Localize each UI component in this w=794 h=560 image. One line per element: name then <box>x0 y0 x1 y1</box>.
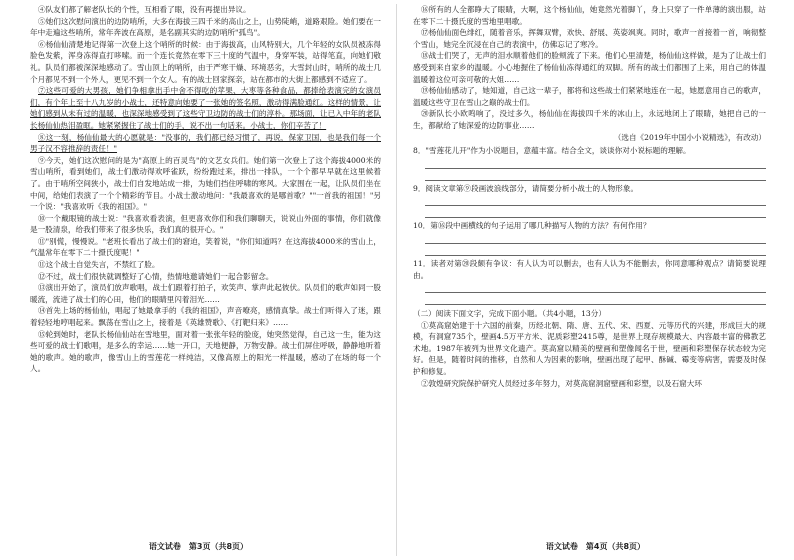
page-3-footer: 语文试卷 第3页（共8页） <box>148 542 249 551</box>
answer-line[interactable] <box>425 255 766 256</box>
page-3-text-column <box>30 4 381 518</box>
story-paragraph: ⑥杨仙仙清楚地记得第一次登上这个哨所的时候：由于海拔高，山风特别大，几个年轻的女队员被冻得脸色发紫，浑身冻得直打哆嗦。而一个连长竟然在零下三十度的气温中，身穿军装，站得笔直，向她们敬礼。队员们都被深深地感动了。雪山顶上的哨所，由于严寒干燥、环境恶劣，大雪封山时，哨所的战士几个月都见不到一个外人，更见不到一个女人。有的战士回家探亲，站在都市的大街上都感到不适应了。 <box>30 39 381 84</box>
page-4-footer: 语文试卷 第4页（共8页） <box>545 542 646 551</box>
story-paragraph: ⑧这一刻，杨仙仙最大的心愿就是："没事的，我们都已经习惯了，再说，保家卫国，也是我们每一个男子汉不容推辞的责任！" <box>30 132 381 154</box>
story-paragraph: ⑦这些可爱的大男孩，她们争相拿出手中舍不得吃的苹果、大枣等各种食品，都捧给表演完的女演员们，有个年上至十八九岁的小战士，还特意向她要了一张她的签名照，激动得满脸通红。这样的情景，让她们感到从未有过的温暖，也深深地感受到了这些守卫边防的战士们的淳朴。那场面，让已入中年的老队长杨仙仙热泪盈眶。她紧紧握住了战士们的手，说不出一句话来。小战士，你们辛苦了！ <box>30 86 381 130</box>
story-paragraph: ⑨今天，她们这次慰问的是为"高原上的百灵鸟"的文艺女兵们。她们第一次登上了这个海拔4000米的雪山哨所，看到她们，战士们激动得欢呼雀跃，纷纷跑过来，排出一排队，一个个都早早就在这里候着了。由于哨所空间狭小，战士们自发地站成一排，为她们挡住呼啸的寒风。大家围在一起，让队员们坐在中间，给她们表演了一个个精彩的节目。小战士激动地问："我最喜欢的是哪首歌？""一首我的祖国！"另一个说："我喜欢听《我的祖国》。" <box>30 155 381 212</box>
reading-paragraph: ①莫高窟始建于十六国的前秦，历经北朝、隋、唐、五代、宋、西夏、元等历代的兴建，形成巨大的规模，有洞窟735个，壁画4.5万平方米、泥质彩塑2415尊，是世界上现存规模最大、内容最丰富的佛教艺术地。1987年被列为世界文化遗产。莫高窟以精美的壁画和塑像闻名于世，壁画和彩塑保存状态较为完好。但是，随着时间的推移，自然和人为因素的影响，壁画出现了起甲、酥碱、霉变等病害，需要及时保护和修复。 <box>413 320 766 377</box>
answer-line[interactable] <box>425 180 766 181</box>
answer-line[interactable] <box>425 168 766 169</box>
page-4-text-column <box>413 4 766 518</box>
story-paragraph: ⑩一个戴眼镜的战士说："我喜欢看表演，但更喜欢你们和我们聊聊天，说说山外面的事情，你们就像是一股清泉，给我们带来了很多快乐，我们真的很开心。" <box>30 213 381 235</box>
story-paragraph: ⑫不过，战士们很快就调整好了心情，热情地邀请她们一起合影留念。 <box>38 271 274 281</box>
story-paragraph: ⑤她们这次慰问演出的边防哨所，大多在海拔三四千米的高山之上，山势陡峭，道路艰险。她们要在一年中走遍这些哨所，常年奔波在高原，是名副其实的边防哨所"孤鸟"。 <box>30 16 381 38</box>
answer-line[interactable] <box>425 304 766 305</box>
answer-line[interactable] <box>425 205 766 206</box>
story-paragraph: ⑬演出开始了，演员们放声歌唱，战士们跟着打拍子，欢笑声、掌声此起彼伏。队员们的歌声如同一股暖流，流进了战士们的心田，他们的眼睛里闪着泪光…… <box>30 283 381 304</box>
story-paragraph: ⑯所有的人全都睁大了眼睛，大啊，这个杨仙仙，她竟然光着脚丫，身上只穿了一件单薄的演出服，站在零下二十摄氏度的雪地里唱歌。 <box>413 5 766 26</box>
question-8: 8．"雪莲花儿开"作为小说题目，意蕴丰富。结合全文，谈谈你对小说标题的理解。 <box>413 146 691 156</box>
story-paragraph: ⑱战士们哭了，无声的泪水顺着他们的脸颊流了下来。他们心里清楚，杨仙仙这样做，是为了让战士们感受到来自家乡的温暖。小心地握住了杨仙仙冻得通红的双脚。所有的战士们都围了上来，用自己的体温温暖着这位可亲可敬的大姐…… <box>413 51 766 84</box>
story-paragraph: ⑲杨仙仙感动了，她知道，自己这一辈子，都将和这些战士们紧紧地连在一起，她愿意用自己的歌声，温暖这些守卫在雪山之巅的战士们。 <box>413 86 766 107</box>
question-11: 11．读者对第⑳段颇有争议：有人认为可以删去，也有人认为不能删去，你同意哪种观点？请简要说理由。 <box>413 258 766 280</box>
answer-line[interactable] <box>425 243 766 244</box>
section-title: （二）阅读下面文字，完成下面小题。（共4小题，13分） <box>413 309 606 319</box>
question-9: 9．阅读文章第⑨段画波浪线部分，请简要分析小战士的人物形象。 <box>413 183 639 193</box>
reading-paragraph: ②敦煌研究院保护研究人员经过多年努力，对莫高窟洞窟壁画和彩塑，以及石窟大环 <box>421 378 702 388</box>
story-paragraph: ⑪"别慌，慢慢说。"老班长看出了战士们的窘迫，笑着说，"你们知道吗？在这海拔4000米的雪山上，气温常年在零下二十摄氏度呢！" <box>30 236 381 258</box>
exam-page-4 <box>397 0 794 560</box>
source-note: （选自《2019年中国小小说精选》，有改动） <box>526 132 766 142</box>
story-paragraph: ⑪这个战士自觉失言，不禁红了脸。 <box>38 260 160 270</box>
story-paragraph: ⑭首先上场的杨仙仙，唱起了她最拿手的《我的祖国》，声音嘹亮，感情真挚。战士们听得入了迷，跟着轻轻地哼唱起来。飘荡在雪山之上，接着是《英雄赞歌》、《打靶归来》…… <box>30 306 381 328</box>
story-paragraph: ⑮轮到她时，老队长杨仙仙站在雪地里，面对着一张张年轻的脸庞，她突然觉得，自己这一生，能为这些可爱的战士们歌唱，是多么的幸运……她一开口，天地便静，万物安静。战士们屏住呼吸，静静地听着她的歌声。她的歌声，像雪山上的雪莲花一样纯洁，又像高原上的阳光一样温暖，感动了在场的每一个人。 <box>30 329 381 374</box>
answer-line[interactable] <box>425 292 766 293</box>
story-paragraph: ④队友们都了解老队长的个性，互相看了眼，没有再提出异议。 <box>38 5 251 14</box>
story-paragraph: ⑰杨仙仙面色绯红，随着音乐，挥舞双臂，欢快、舒展、英姿飒爽。同时，歌声一首接着一首，响彻整个雪山，她完全沉浸在自己的表演中，仿佛忘记了寒冷。 <box>413 28 766 49</box>
story-paragraph: ⑳新队长小欧鸣响了，没过多久，杨仙仙在海拔四千米的冰山上，永远地闭上了眼睛，她把自己的一生，都献给了她深爱的边防事业…… <box>413 109 766 130</box>
answer-line[interactable] <box>425 217 766 218</box>
question-10: 10．第⑯段中画横线的句子运用了哪几种描写人物的方法？有何作用？ <box>413 221 651 231</box>
